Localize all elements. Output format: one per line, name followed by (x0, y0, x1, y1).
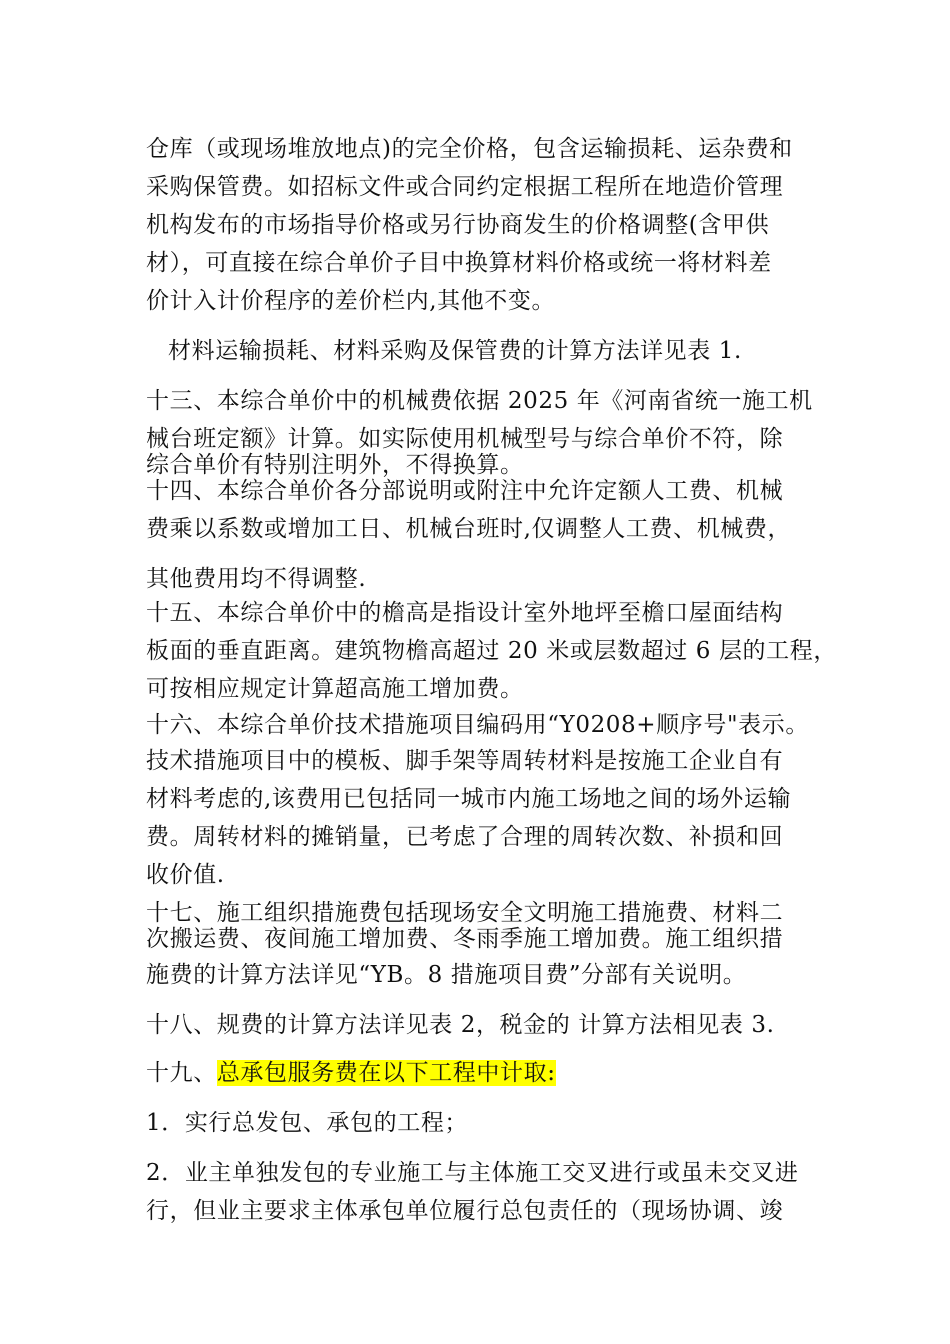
text-line: 技术措施项目中的模板、脚手架等周转材料是按施工企业自有 (146, 748, 784, 774)
text-line: 价计入计价程序的差价栏内,其他不变。 (146, 288, 556, 314)
text-line: 费乘以系数或增加工日、机械台班时,仅调整人工费、机械费， (146, 516, 792, 542)
text-line: 机构发布的市场指导价格或另行协商发生的价格调整(含甲供 (146, 212, 770, 238)
text-line: 可按相应规定计算超高施工增加费。 (146, 676, 524, 702)
text-line: 其他费用均不得调整. (146, 566, 367, 592)
text-line: 十八、规费的计算方法详见表 2，税金的 计算方法相见表 3. (146, 1012, 775, 1038)
text-line: 收价值. (146, 862, 225, 888)
highlighted-text: 总承包服务费在以下工程中计取: (216, 1060, 556, 1086)
text-line: 材料运输损耗、材料采购及保管费的计算方法详见表 1. (168, 338, 742, 364)
list-item: 1．实行总发包、承包的工程； (146, 1110, 469, 1136)
text-line: 材），可直接在综合单价子目中换算材料价格或统一将材料差 (146, 250, 772, 276)
list-item: 2．业主单独发包的专业施工与主体施工交叉进行或虽未交叉进 (146, 1160, 799, 1186)
text-line: 十七、施工组织措施费包括现场安全文明施工措施费、材料二 (146, 900, 784, 926)
text-line: 次搬运费、夜间施工增加费、冬雨季施工增加费。施工组织措 (146, 926, 784, 952)
text-line: 施费的计算方法详见“YB。8 措施项目费”分部有关说明。 (146, 962, 747, 988)
text-line: 十三、本综合单价中的机械费依据 2025 年《河南省统一施工机 (146, 388, 813, 414)
text-line: 采购保管费。如招标文件或合同约定根据工程所在地造价管理 (146, 174, 784, 200)
text-line: 仓库（或现场堆放地点)的完全价格，包含运输损耗、运杂费和 (146, 136, 793, 162)
text-line: 综合单价有特别注明外，不得换算。 (146, 452, 524, 478)
text-line: 十六、本综合单价技术措施项目编码用“Y0208+顺序号"表示。 (146, 712, 809, 738)
text-line (146, 1058, 556, 1088)
text-line: 板面的垂直距离。建筑物檐高超过 20 米或层数超过 6 层的工程， (146, 638, 837, 664)
text-line: 行，但业主要求主体承包单位履行总包责任的（现场协调、竣 (146, 1198, 784, 1224)
text-line: 材料考虑的,该费用已包括同一城市内施工场地之间的场外运输 (146, 786, 792, 812)
text-line: 械台班定额》计算。如实际使用机械型号与综合单价不符，除 (146, 426, 784, 452)
section-number: 十九、 (146, 1060, 217, 1086)
text-line: 十五、本综合单价中的檐高是指设计室外地坪至檐口屋面结构 (146, 600, 784, 626)
text-line: 十四、本综合单价各分部说明或附注中允许定额人工费、机械 (146, 478, 784, 504)
text-line: 费。周转材料的摊销量，已考虑了合理的周转次数、补损和回 (146, 824, 784, 850)
